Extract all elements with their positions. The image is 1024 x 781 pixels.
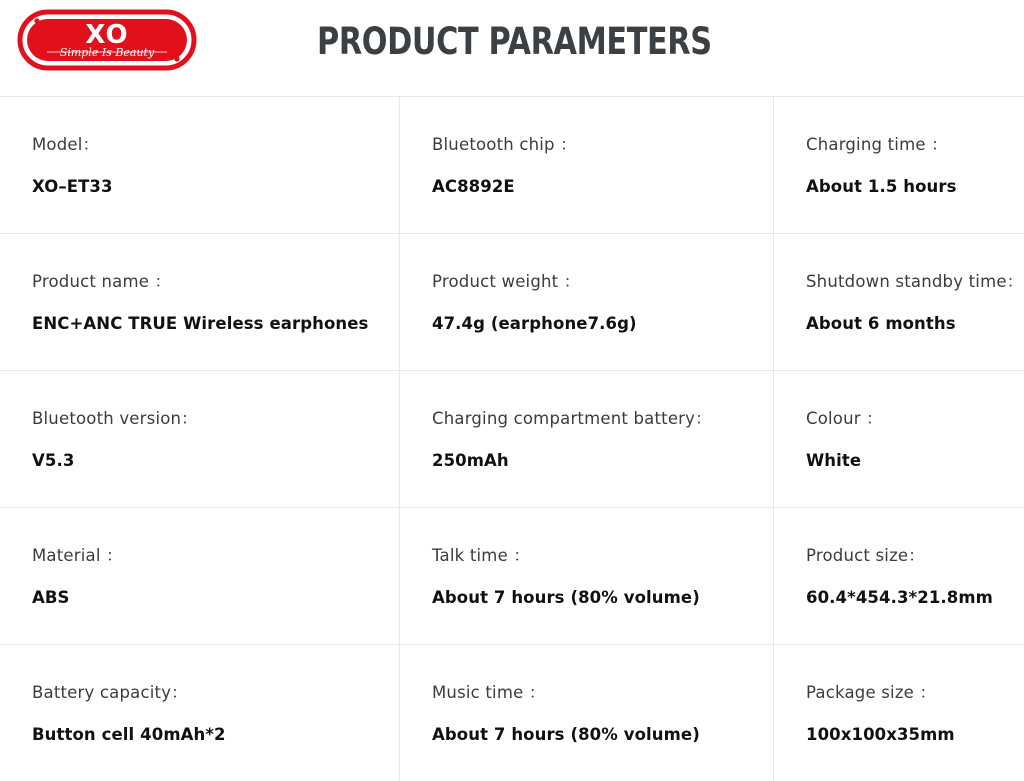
param-label: Material ：: [32, 546, 123, 565]
param-label: Music time ：: [432, 683, 546, 702]
param-value: V5.3: [32, 451, 75, 470]
table-cell: [774, 371, 1024, 507]
table-row: [0, 644, 1024, 781]
param-label: Bluetooth version：: [32, 409, 198, 428]
param-value: 250mAh: [432, 451, 509, 470]
table-cell: [400, 645, 774, 781]
table-cell: [0, 97, 400, 233]
param-label: Model：: [32, 135, 100, 154]
param-label: Colour ：: [806, 409, 883, 428]
table-cell: [774, 97, 1024, 233]
table-cell: [0, 508, 400, 644]
svg-text:Simple Is Beauty: Simple Is Beauty: [59, 46, 155, 59]
table-cell: [774, 234, 1024, 370]
param-value: 60.4*454.3*21.8mm: [806, 588, 993, 607]
page-header: [0, 0, 1024, 96]
param-value: Button cell 40mAh*2: [32, 725, 226, 744]
param-label: Shutdown standby time：: [806, 272, 1024, 291]
param-label: Product size：: [806, 546, 925, 565]
param-label: Battery capacity：: [32, 683, 188, 702]
param-label: Charging compartment battery：: [432, 409, 712, 428]
param-label: Package size ：: [806, 683, 937, 702]
xo-brand-logo: [17, 9, 197, 71]
param-label: Bluetooth chip ：: [432, 135, 577, 154]
table-cell: [400, 508, 774, 644]
param-label: Product weight ：: [432, 272, 581, 291]
param-label: Product name ：: [32, 272, 172, 291]
param-value: About 1.5 hours: [806, 177, 957, 196]
param-value: 47.4g (earphone7.6g): [432, 314, 637, 333]
param-value: AC8892E: [432, 177, 515, 196]
table-cell: [774, 645, 1024, 781]
param-label: Talk time ：: [432, 546, 531, 565]
table-row: [0, 233, 1024, 370]
page-title: PRODUCT PARAMETERS: [317, 20, 712, 63]
table-cell: [400, 234, 774, 370]
param-value: About 6 months: [806, 314, 956, 333]
param-value: About 7 hours (80% volume): [432, 588, 700, 607]
table-row: [0, 507, 1024, 644]
param-label: Charging time ：: [806, 135, 948, 154]
table-cell: [0, 371, 400, 507]
param-value: White: [806, 451, 862, 470]
table-cell: [0, 645, 400, 781]
table-row: [0, 96, 1024, 233]
param-value: XO–ET33: [32, 177, 113, 196]
table-cell: [400, 97, 774, 233]
svg-text:XO: XO: [85, 20, 129, 50]
param-value: ENC+ANC TRUE Wireless earphones: [32, 314, 369, 333]
param-value: 100x100x35mm: [806, 725, 955, 744]
table-cell: [400, 371, 774, 507]
table-cell: [0, 234, 400, 370]
table-row: [0, 370, 1024, 507]
parameters-table: [0, 96, 1024, 781]
param-value: About 7 hours (80% volume): [432, 725, 700, 744]
table-cell: [774, 508, 1024, 644]
param-value: ABS: [32, 588, 70, 607]
